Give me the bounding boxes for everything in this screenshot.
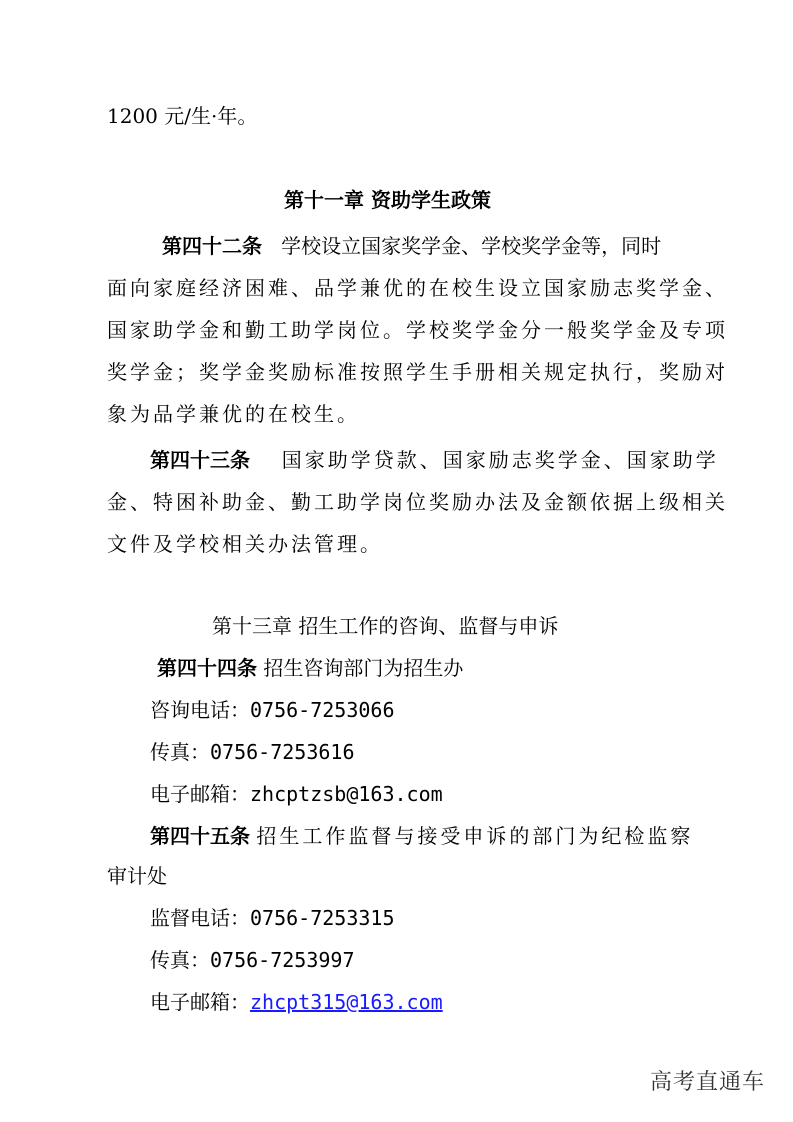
- chapter-13-title: 第十三章 招生工作的咨询、监督与申诉: [212, 614, 559, 638]
- supervise-phone-label: 监督电话：: [150, 906, 250, 930]
- supervise-fax-value: 0756-7253997: [210, 948, 355, 972]
- watermark-text: 高考直通车: [649, 1070, 765, 1095]
- supervise-email-label: 电子邮箱：: [150, 990, 250, 1014]
- consult-phone-value: 0756-7253066: [250, 698, 395, 722]
- supervise-fax-label: 传真：: [150, 948, 210, 972]
- article-45-label: 第四十五条: [150, 824, 250, 848]
- fee-line: 1200 元/生·年。: [107, 104, 258, 128]
- consult-fax-line: [150, 742, 355, 762]
- consult-email-value: zhcptzsb@163.com: [250, 782, 443, 806]
- consult-phone-label: 咨询电话：: [150, 698, 250, 722]
- supervise-phone-value: 0756-7253315: [250, 906, 395, 930]
- article-43-line-2: 金、特困补助金、勤工助学岗位奖励办法及金额依据上级相关: [107, 490, 728, 514]
- consult-email-label: 电子邮箱：: [150, 782, 250, 806]
- article-43-line-3: 文件及学校相关办法管理。: [107, 532, 383, 556]
- article-42-line-2: 面向家庭经济困难、品学兼优的在校生设立国家励志奖学金、: [107, 276, 728, 300]
- article-43-text-1: 国家助学贷款、国家励志奖学金、国家助学: [281, 448, 719, 472]
- article-44-label: 第四十四条: [157, 656, 257, 680]
- article-44-text: 招生咨询部门为招生办: [263, 656, 464, 680]
- article-45-text-1: 招生工作监督与接受申诉的部门为纪检监察: [256, 824, 694, 848]
- supervise-email-link[interactable]: zhcpt315@163.com: [250, 990, 443, 1014]
- article-42-line-4: 奖学金；奖学金奖励标准按照学生手册相关规定执行，奖励对: [107, 360, 728, 384]
- consult-email-line: [150, 784, 443, 804]
- consult-fax-value: 0756-7253616: [210, 740, 355, 764]
- article-42-line-5: 象为品学兼优的在校生。: [107, 402, 360, 426]
- supervise-phone-line: [150, 908, 395, 928]
- article-45-line-1: [150, 826, 693, 846]
- chapter-11-title: 第十一章 资助学生政策: [284, 188, 491, 212]
- article-44-line: [157, 658, 463, 678]
- supervise-fax-line: [150, 950, 355, 970]
- article-42-text-1: 学校设立国家奖学金、学校奖学金等，同时: [281, 234, 662, 258]
- article-43-label: 第四十三条: [150, 448, 250, 472]
- article-42-line-1: [162, 236, 661, 256]
- article-42-label: 第四十二条: [162, 234, 262, 258]
- consult-phone-line: [150, 700, 395, 720]
- consult-fax-label: 传真：: [150, 740, 210, 764]
- supervise-email-line: [150, 992, 443, 1012]
- article-43-line-1: [150, 450, 719, 470]
- article-45-line-2: 审计处: [107, 864, 167, 888]
- article-42-line-3: 国家助学金和勤工助学岗位。学校奖学金分一般奖学金及专项: [107, 318, 728, 342]
